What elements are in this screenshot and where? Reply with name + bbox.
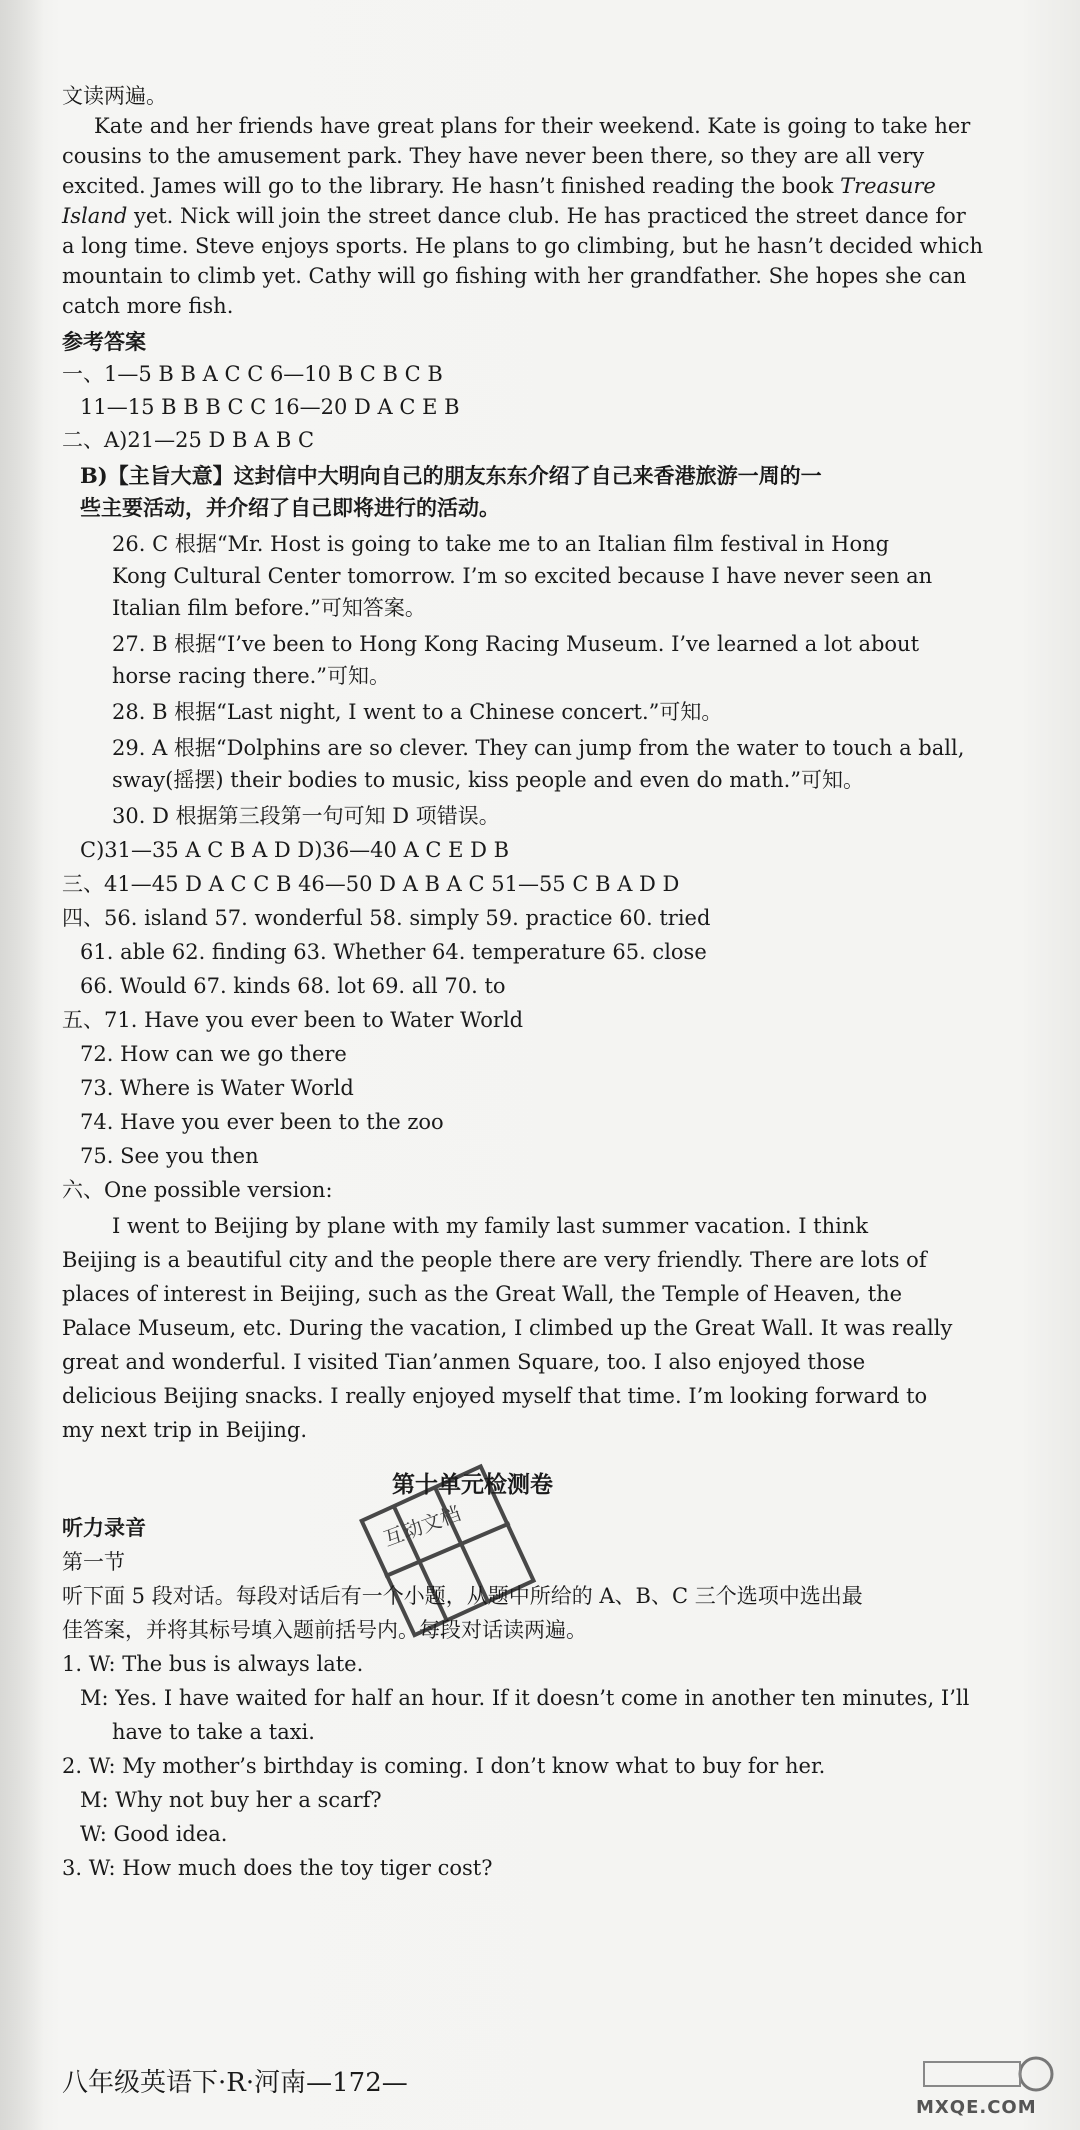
answer-line: horse racing there.”可知。 (112, 664, 391, 688)
essay-line: places of interest in Beijing, such as the Great Wall, the Temple of Heaven, the (62, 1282, 903, 1306)
section-title: 第一节 (62, 1550, 125, 1574)
listening-title: 听力录音 (62, 1515, 146, 1540)
instruction-line: 听下面 5 段对话。每段对话后有一个小题，从题中所给的 A、B、C 三个选项中选出最 (62, 1584, 863, 1608)
passage-line-1: Kate and her friends have great plans for their weekend. Kate is going to take her (94, 114, 971, 138)
page-footer: 八年级英语下·R·河南—172— (62, 2068, 408, 2098)
book-title-part-1: Treasure (840, 174, 936, 198)
essay-line: delicious Beijing snacks. I really enjoyed myself that time. I’m looking forward to (62, 1384, 928, 1408)
dialog-line: M: Yes. I have waited for half an hour. If it doesn’t come in another ten minutes, I’ll (80, 1686, 970, 1710)
answer-line: 29. A 根据“Dolphins are so clever. They can jump from the water to touch a ball, (112, 736, 965, 760)
book-title-part-2: Island (62, 204, 128, 228)
answer-line: 66. Would 67. kinds 68. lot 69. all 70. to (80, 974, 506, 998)
passage-line-7: catch more fish. (62, 294, 234, 318)
essay-line: I went to Beijing by plane with my family last summer vacation. I think (112, 1214, 869, 1238)
passage-line-5: a long time. Steve enjoys sports. He plans to go climbing, but he hasn’t decided which (62, 234, 984, 258)
answer-line: 五、71. Have you ever been to Water World (62, 1008, 524, 1032)
answer-line: 28. B 根据“Last night, I went to a Chinese concert.”可知。 (112, 700, 723, 724)
answer-line: 26. C 根据“Mr. Host is going to take me to an Italian film festival in Hong (112, 532, 890, 556)
answer-line: Kong Cultural Center tomorrow. I’m so excited because I have never seen an (112, 564, 933, 588)
dialog-line: M: Why not buy her a scarf? (80, 1788, 382, 1812)
answer-line: 72. How can we go there (80, 1042, 347, 1066)
answer-line: Italian film before.”可知答案。 (112, 596, 426, 620)
passage-line-3: excited. James will go to the library. He hasn’t finished reading the book Treasure (62, 174, 936, 198)
answer-line: 二、A)21—25 D B A B C (62, 428, 315, 452)
answer-line: 一、1—5 B B A C C 6—10 B C B C B (62, 362, 443, 386)
answer-line: 四、56. island 57. wonderful 58. simply 59. practice 60. tried (62, 906, 711, 930)
instruction-tail: 文读两遍。 (62, 84, 167, 108)
dialog-line: have to take a taxi. (112, 1720, 315, 1744)
answer-line: 六、One possible version: (62, 1178, 333, 1202)
answer-line: 30. D 根据第三段第一句可知 D 项错误。 (112, 804, 500, 828)
answer-line: sway(摇摆) their bodies to music, kiss people and even do math.”可知。 (112, 768, 865, 792)
answer-line: 61. able 62. finding 63. Whether 64. temperature 65. close (80, 940, 707, 964)
answer-line: 73. Where is Water World (80, 1076, 354, 1100)
answer-line: B)【主旨大意】这封信中大明向自己的朋友东东介绍了自己来香港旅游一周的一 (80, 463, 822, 488)
dialog-line: 3. W: How much does the toy tiger cost? (62, 1856, 493, 1880)
answers-title: 参考答案 (62, 329, 146, 354)
watermark-text: MXQE.COM (916, 2097, 1037, 2118)
essay-line: Beijing is a beautiful city and the people there are very friendly. There are lots of (62, 1248, 927, 1272)
answer-line: 27. B 根据“I’ve been to Hong Kong Racing Museum. I’ve learned a lot about (112, 632, 920, 656)
dialog-line: 1. W: The bus is always late. (62, 1652, 364, 1676)
watermark (916, 2054, 1066, 2118)
essay-line: my next trip in Beijing. (62, 1418, 308, 1442)
passage-line-4: Island yet. Nick will join the street dance club. He has practiced the street dance for (62, 204, 966, 228)
answer-line: C)31—35 A C B A D D)36—40 A C E D B (80, 838, 510, 862)
stamp-text: 互动文档 (380, 1501, 464, 1551)
watermark-logo-icon (916, 2054, 1066, 2094)
answer-line: 三、41—45 D A C C B 46—50 D A B A C 51—55 C B A D D (62, 872, 680, 896)
essay-line: Palace Museum, etc. During the vacation, I climbed up the Great Wall. It was really (62, 1316, 953, 1340)
answer-line: 75. See you then (80, 1144, 259, 1168)
answer-line: 些主要活动，并介绍了自己即将进行的活动。 (80, 495, 500, 520)
passage-line-6: mountain to climb yet. Cathy will go fishing with her grandfather. She hopes she can (62, 264, 967, 288)
unit-title: 第十单元检测卷 (392, 1471, 553, 1498)
essay-line: great and wonderful. I visited Tian’anmen Square, too. I also enjoyed those (62, 1350, 866, 1374)
answer-line: 11—15 B B B C C 16—20 D A C E B (80, 395, 460, 419)
passage-line-2: cousins to the amusement park. They have never been there, so they are all very (62, 144, 925, 168)
dialog-line: 2. W: My mother’s birthday is coming. I don’t know what to buy for her. (62, 1754, 826, 1778)
dialog-line: W: Good idea. (80, 1822, 228, 1846)
instruction-line: 佳答案，并将其标号填入题前括号内。每段对话读两遍。 (62, 1618, 587, 1642)
answer-line: 74. Have you ever been to the zoo (80, 1110, 444, 1134)
